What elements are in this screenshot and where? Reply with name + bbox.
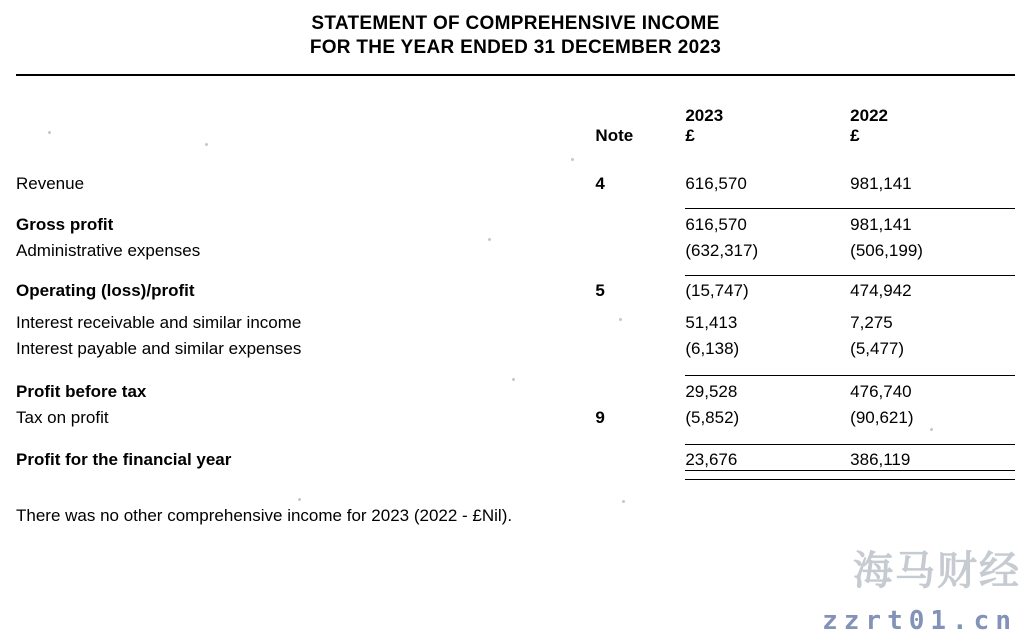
- row-value-2023: (632,317): [685, 240, 759, 260]
- table-header-currency: [16, 126, 1015, 146]
- row-value-2022: 386,119: [850, 444, 1015, 470]
- row-value-2022: 981,141: [850, 174, 912, 193]
- header-currency-2022: £: [850, 126, 860, 145]
- row-note: [595, 444, 685, 470]
- scan-speck: [622, 500, 625, 503]
- footnote-text: There was no other comprehensive income for 2023 (2022 - £Nil).: [16, 505, 513, 525]
- table-row: [16, 402, 1015, 428]
- row-note: 5: [595, 281, 605, 300]
- row-value-2022: (506,199): [850, 240, 923, 260]
- row-note: [595, 235, 685, 261]
- table-row-total: [16, 444, 1015, 470]
- double-rule-2023: [685, 470, 850, 479]
- header-currency-2023: £: [685, 126, 695, 145]
- row-note: [595, 376, 685, 402]
- row-label: Gross profit: [16, 214, 114, 234]
- scan-speck: [571, 158, 574, 161]
- table-row-total: [16, 209, 1015, 235]
- spacer-row: [16, 194, 1015, 209]
- scan-speck: [619, 318, 622, 321]
- double-underline-row: [16, 470, 1015, 479]
- row-note: [595, 307, 685, 333]
- row-value-2022: 7,275: [850, 313, 893, 332]
- spacer-row: [16, 428, 1015, 445]
- header-note: Note: [595, 126, 634, 145]
- table-row-total: [16, 376, 1015, 402]
- watermark-url: zzrt01.cn: [822, 606, 1017, 636]
- row-value-2022: 476,740: [850, 376, 1015, 402]
- row-label: Profit before tax: [16, 381, 147, 401]
- table-header-spacer: [16, 76, 1015, 106]
- row-value-2023: (6,138): [685, 339, 740, 358]
- row-note: [595, 333, 685, 359]
- scan-speck: [48, 131, 51, 134]
- spacer-row: [16, 359, 1015, 376]
- row-label: Operating (loss)/profit: [16, 281, 195, 300]
- title-line-1: STATEMENT OF COMPREHENSIVE INCOME: [311, 13, 720, 34]
- row-note: [595, 209, 685, 235]
- row-value-2022: (5,477): [850, 339, 905, 358]
- table-header-years: [16, 106, 1015, 126]
- header-year-2023: 2023: [685, 106, 724, 125]
- row-label: Profit for the financial year: [16, 450, 232, 469]
- scan-speck: [930, 428, 933, 431]
- income-statement-table: [16, 76, 1015, 480]
- double-rule-2022: [850, 470, 1015, 479]
- page-title: [16, 0, 1015, 60]
- watermark-text: 海马财经: [853, 548, 1021, 594]
- table-row: [16, 235, 1015, 261]
- row-note: 4: [595, 174, 605, 193]
- row-value-2023: 23,676: [685, 444, 850, 470]
- row-value-2023: 616,570: [685, 174, 747, 193]
- row-value-2023: 29,528: [685, 376, 850, 402]
- scan-speck: [488, 238, 491, 241]
- scan-speck: [205, 143, 208, 146]
- table-row: [16, 168, 1015, 194]
- row-label: Administrative expenses: [16, 240, 201, 260]
- row-value-2022: (90,621): [850, 407, 914, 427]
- row-label: Revenue: [16, 174, 85, 193]
- table-row: [16, 307, 1015, 333]
- row-note: 9: [595, 407, 605, 427]
- row-label: Interest payable and similar expenses: [16, 339, 302, 358]
- row-value-2023: (15,747): [685, 275, 850, 301]
- header-year-2022: 2022: [850, 106, 888, 125]
- scan-speck: [298, 498, 301, 501]
- spacer-row: [16, 146, 1015, 168]
- row-value-2023: 616,570: [685, 209, 850, 235]
- title-line-2: FOR THE YEAR ENDED 31 DECEMBER 2023: [309, 37, 722, 58]
- row-label: Interest receivable and similar income: [16, 313, 302, 332]
- row-value-2023: 51,413: [685, 313, 738, 332]
- row-label: Tax on profit: [16, 407, 109, 427]
- scan-speck: [512, 378, 515, 381]
- table-row-total: [16, 275, 1015, 301]
- table-row: [16, 333, 1015, 359]
- spacer-row: [16, 261, 1015, 276]
- row-value-2022: 474,942: [850, 275, 1015, 301]
- row-value-2023: (5,852): [685, 407, 740, 427]
- row-value-2022: 981,141: [850, 209, 1015, 235]
